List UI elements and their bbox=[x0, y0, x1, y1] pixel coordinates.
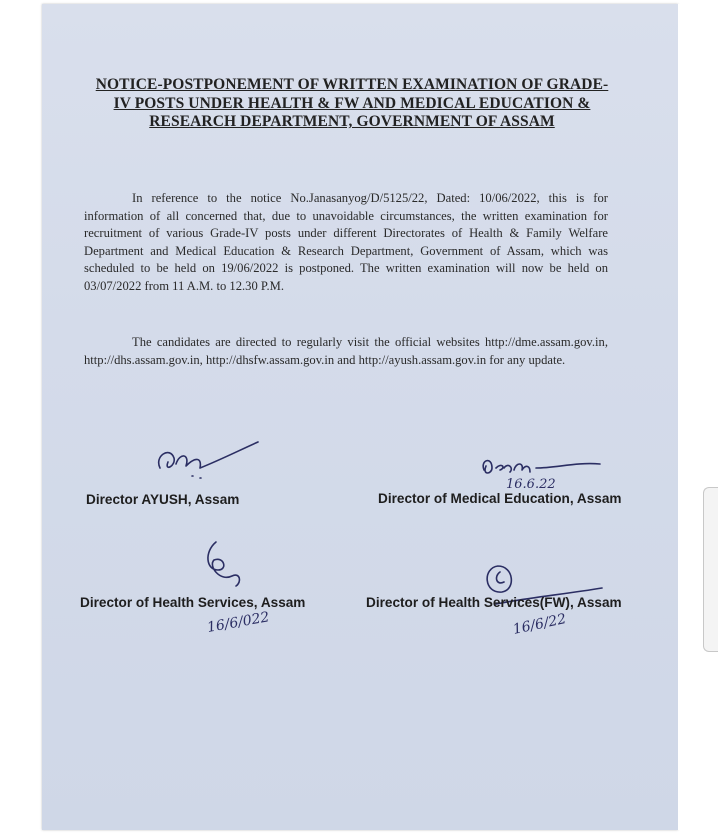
date-annotation-dhsfw: 16/6/22 bbox=[511, 611, 568, 638]
signature-ayush bbox=[150, 438, 270, 488]
date-annotation-dhs: 16/6/022 bbox=[205, 609, 271, 636]
date-annotation-dme: 16.6.22 bbox=[506, 477, 556, 492]
notice-paragraph-1: In reference to the notice No.Janasanyog/D/5125/22, Dated: 10/06/2022, this is for information of all concerned that, due to unavoidable circumstances, the written examination for recruitment of various Grade-IV posts under different Directorates of Health & Family Welfare Department and Medical Education & Research Department, Government of Assam, which was scheduled to be held on 19/06/2022 is postponed. The written examination will now be held on 03/07/2022 from 11 A.M. to 12.30 P.M. bbox=[84, 191, 608, 293]
signatory-dme: Director of Medical Education, Assam bbox=[378, 491, 622, 506]
signature-dme bbox=[478, 448, 608, 494]
signatory-dhsfw: Director of Health Services(FW), Assam bbox=[366, 595, 622, 610]
signatory-dhs: Director of Health Services, Assam bbox=[80, 595, 306, 610]
signatory-ayush: Director AYUSH, Assam bbox=[86, 492, 240, 507]
notice-title: NOTICE-POSTPONEMENT OF WRITTEN EXAMINATION OF GRADE-IV POSTS UNDER HEALTH & FW AND MEDICAL EDUCATION & RESEARCH DEPARTMENT, GOVERNMENT OF ASSAM bbox=[95, 76, 609, 130]
signature-dhs bbox=[198, 536, 308, 648]
page-margin bbox=[678, 4, 720, 830]
notice-paragraph-2: The candidates are directed to regularly visit the official websites http://dme.assam.gov.in, http://dhs.assam.gov.in, http://dhsfw.assam.gov.in and http://ayush.assam.gov.in for any update. bbox=[84, 335, 608, 367]
side-panel-tab[interactable] bbox=[703, 487, 718, 652]
